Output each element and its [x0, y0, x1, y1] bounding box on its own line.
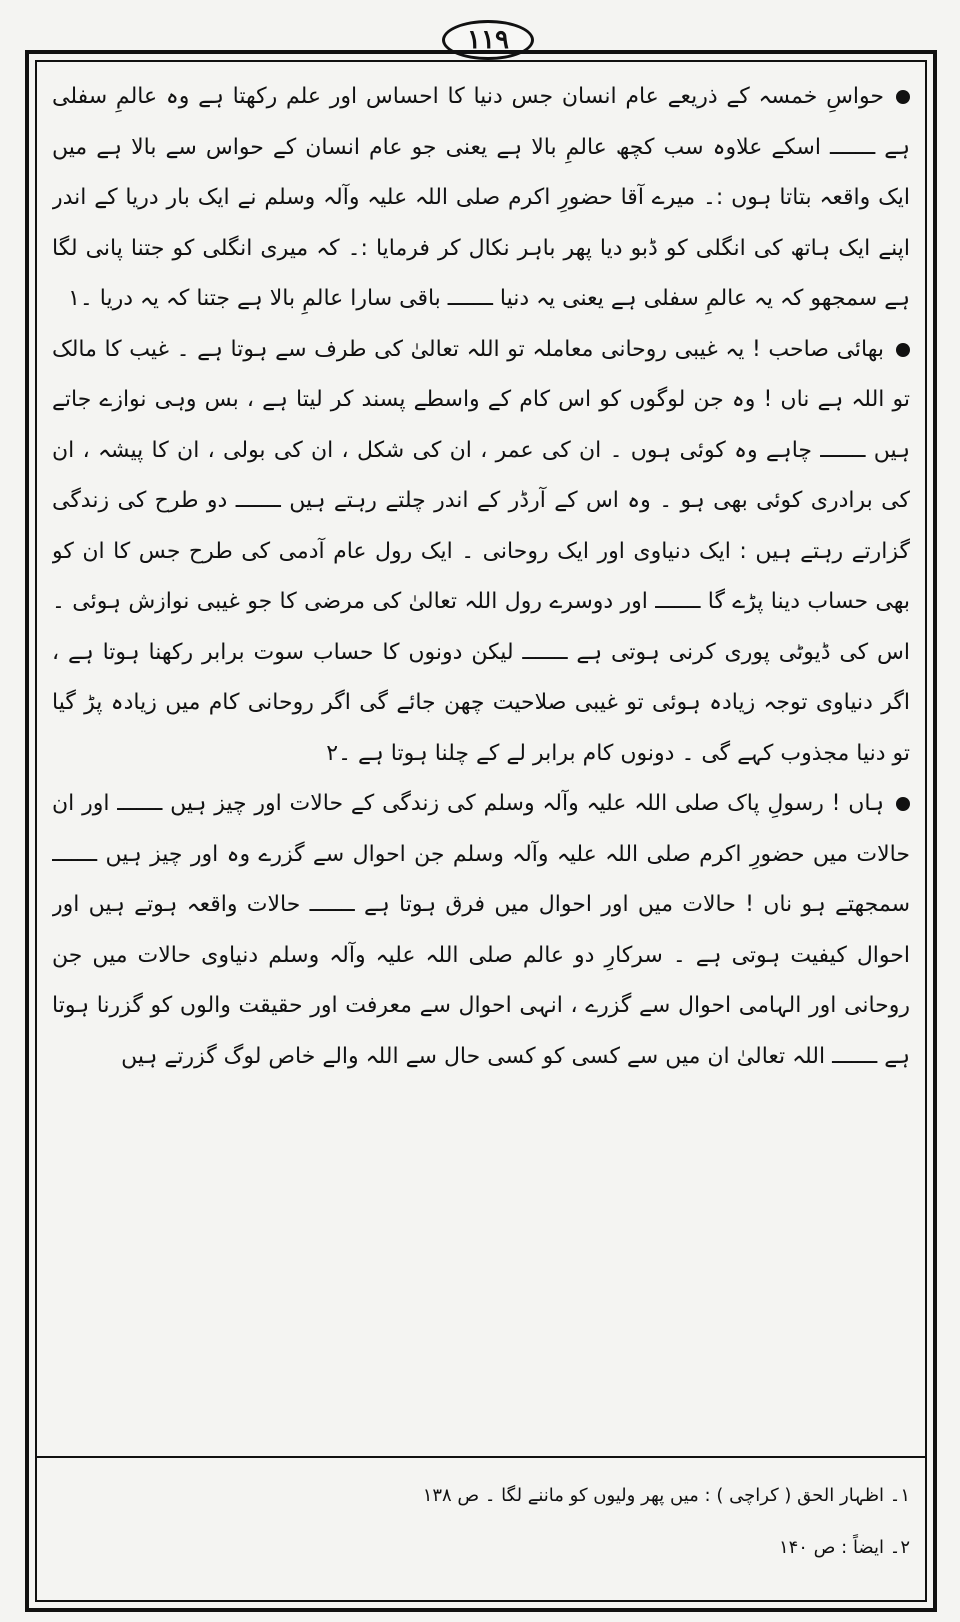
footnote: ۲۔ ایضاً : ص ۱۴۰	[778, 1537, 910, 1558]
paragraph-text: ہاں ! رسولِ پاک صلی اللہ علیہ وآلہ وسلم کی زندگی کے حالات اور چیز ہیں ـــــــ اور ان حالات میں حضورِ اکرم صلی اللہ علیہ وآلہ وسلم جن احوال سے گزرے وہ اور چیز ہیں ـــــــ سمجھتے ہو ناں ! حالات میں اور احوال میں فرق ہوتا ہے ـــــــ حالات واقعہ ہوتے ہیں اور احوال کیفیت ہوتی ہے ۔ سرکارِ دو عالم صلی اللہ علیہ وآلہ وسلم دنیاوی حالات میں جن روحانی اور الہامی احوال سے گزرے ، انہی احوال سے معرفت اور حقیقت والوں کو گزرنا ہوتا ہے ـــــــ اللہ تعالیٰ ان میں سے کسی کو کسی حال سے اللہ والے خاص لوگ گزرتے ہیں	[52, 791, 910, 1069]
paragraph	[52, 779, 910, 1082]
footnote-divider	[37, 1456, 925, 1458]
paragraph	[52, 72, 910, 325]
bullet-icon	[896, 90, 910, 104]
footnote: ۱۔ اظہار الحق ( کراچی ) : میں پھر ولیوں کو ماننے لگا ۔ ص ۱۳۸	[422, 1485, 910, 1506]
paragraph-text: حواسِ خمسہ کے ذریعے عام انسان جس دنیا کا احساس اور علم رکھتا ہے وہ عالمِ سفلی ہے ـــــــ اسکے علاوہ سب کچھ عالمِ بالا ہے یعنی جو عام انسان کے حواس سے بالا ہے میں ایک واقعہ بتاتا ہوں :۔ میرے آقا حضورِ اکرم صلی اللہ علیہ وآلہ وسلم نے ایک بار دریا کے اندر اپنے ایک ہاتھ کی انگلی کو ڈبو دیا پھر باہر نکال کر فرمایا :۔ کہ میری انگلی کو جتنا پانی لگا ہے سمجھو کہ یہ عالمِ سفلی ہے یعنی یہ دنیا ـــــــ باقی سارا عالمِ بالا ہے جتنا کہ یہ دریا ۔۱	[52, 84, 910, 311]
paragraph	[52, 325, 910, 780]
main-text	[52, 72, 910, 1450]
page-number: ۱۱۹	[442, 20, 534, 60]
bullet-icon	[896, 797, 910, 811]
paragraph-text: بھائی صاحب ! یہ غیبی روحانی معاملہ تو اللہ تعالیٰ کی طرف سے ہوتا ہے ۔ غیب کا مالک تو اللہ ہے ناں ! وہ جن لوگوں کو اس کام کے واسطے پسند کر لیتا ہے ، بس وہی نوازے جاتے ہیں ـــــــ چاہے وہ کوئی ہوں ۔ ان کی عمر ، ان کی شکل ، ان کی بولی ، ان کا پیشہ ، ان کی برادری کوئی بھی ہو ۔ وہ اس کے آرڈر کے اندر چلتے رہتے ہیں ـــــــ دو طرح کی زندگی گزارتے رہتے ہیں : ایک دنیاوی اور ایک روحانی ۔ ایک رول عام آدمی کی طرح جس کا ان کو بھی حساب دینا پڑے گا ـــــــ اور دوسرے رول اللہ تعالیٰ کی مرضی کا جو غیبی نوازش ہوئی ۔ اس کی ڈیوٹی پوری کرنی ہوتی ہے ـــــــ لیکن دونوں کا حساب سوت برابر رکھنا ہوتا ہے ، اگر دنیاوی توجہ زیادہ ہوئی تو غیبی صلاحیت چھن جائے گی اگر روحانی کام میں زیادہ پڑ گیا تو دنیا مجذوب کہے گی ۔ دونوں کام برابر لے کے چلنا ہوتا ہے ۔۲	[52, 336, 910, 766]
footnotes	[52, 1462, 910, 1597]
bullet-icon	[896, 343, 910, 357]
